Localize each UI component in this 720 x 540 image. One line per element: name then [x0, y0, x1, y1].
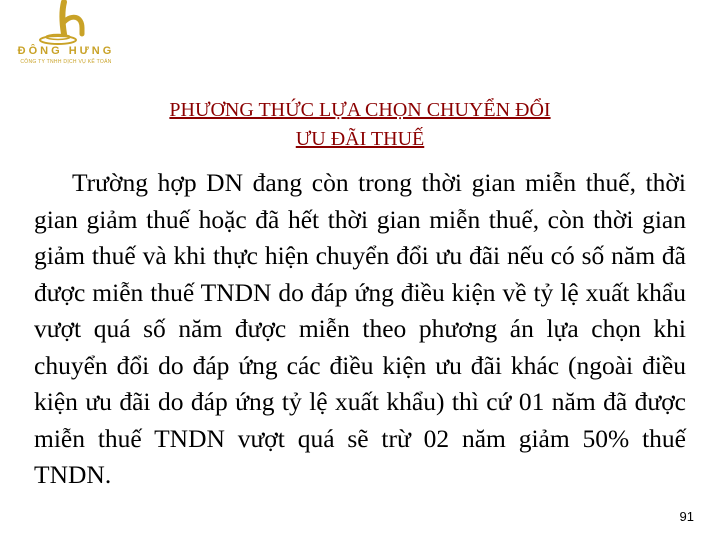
slide-title — [60, 96, 660, 154]
title-line-1: PHƯƠNG THỨC LỰA CHỌN CHUYỂN ĐỔI — [169, 99, 551, 121]
logo-tagline: CÔNG TY TNHH DỊCH VỤ KẾ TOÁN — [20, 59, 112, 65]
logo-emblem-icon — [34, 0, 98, 46]
logo-brand-text: ĐÔNG HƯNG — [17, 45, 115, 57]
page-number: 91 — [679, 509, 694, 524]
title-line-2: ƯU ĐÃI THUẾ — [295, 128, 425, 150]
body-paragraph: Trường hợp DN đang còn trong thời gian miễn thuế, thời gian giảm thuế hoặc đã hết thời gian miễn thuế, còn thời gian giảm thuế và khi thực hiện chuyển đổi ưu đãi nếu có số năm đã được miễn thuế TNDN do đáp ứng điều kiện về tỷ lệ xuất khẩu vượt quá số năm được miễn theo phương án lựa chọn khi chuyển đổi do đáp ứng các điều kiện ưu đãi khác (ngoài điều kiện ưu đãi do đáp ứng tỷ lệ xuất khẩu) thì cứ 01 năm đã được miễn thuế TNDN vượt quá sẽ trừ 02 năm giảm 50% thuế TNDN. — [34, 168, 686, 489]
company-logo — [4, 0, 128, 70]
